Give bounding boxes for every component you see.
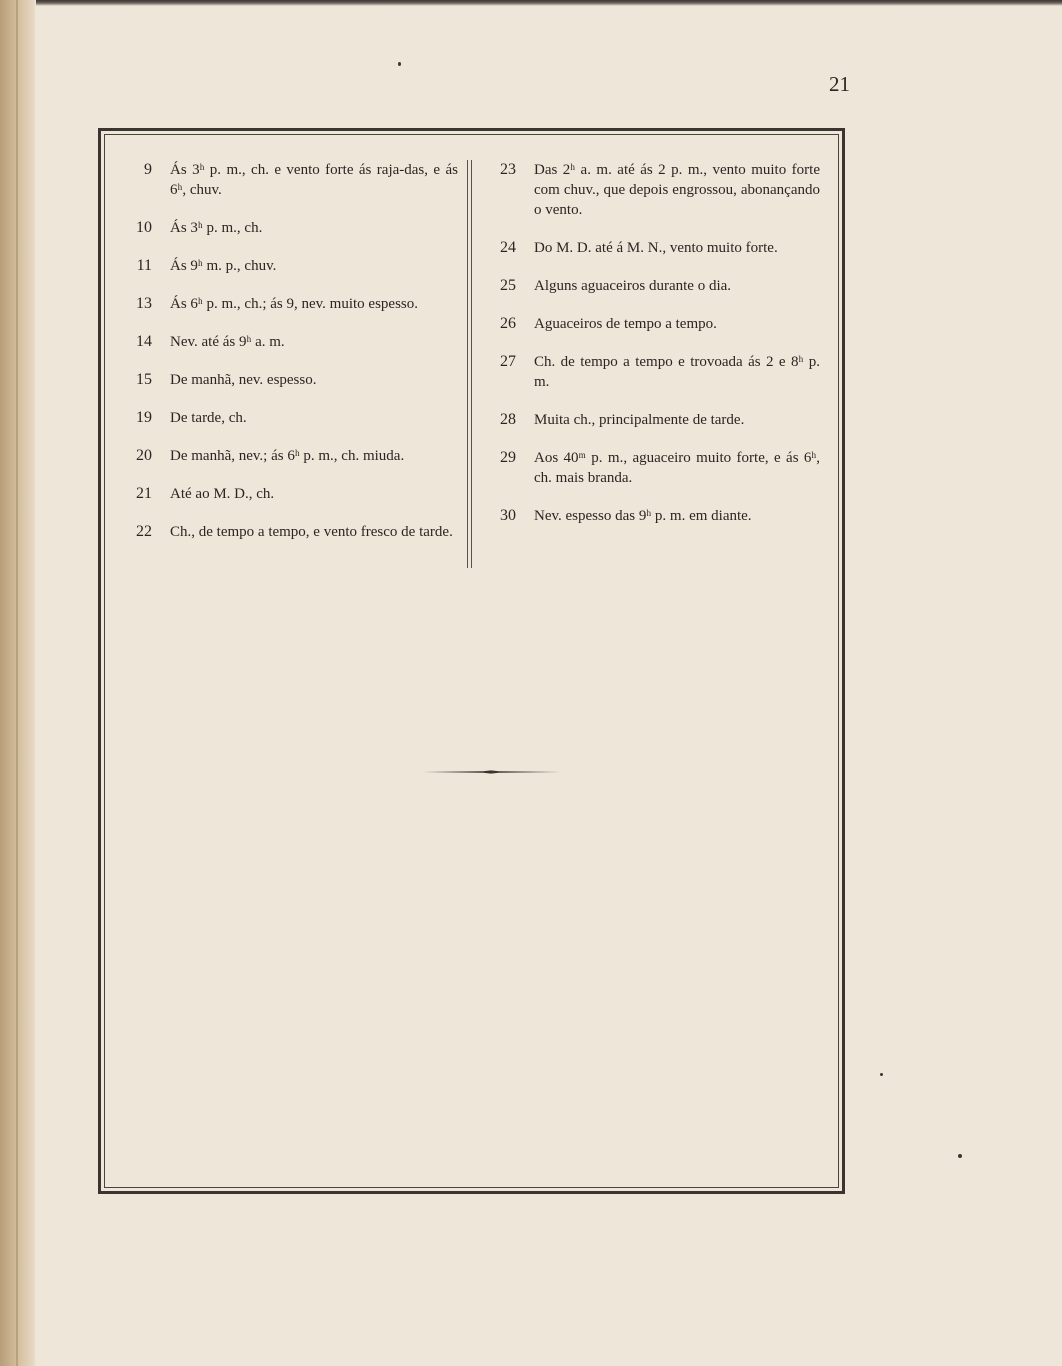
list-item — [118, 218, 458, 238]
entry-text: Aguaceiros de tempo a tempo. — [534, 316, 717, 332]
entry-text: Muita ch., principalmente de tarde. — [534, 412, 745, 428]
book-spine-edge — [0, 0, 36, 1366]
entry-text: Das 2ʰ a. m. até ás 2 p. m., vento muito forte com chuv., que depois engrossou, abonançando o vento. — [534, 162, 820, 218]
entry-day: 27 — [500, 353, 516, 370]
entry-text: Alguns aguaceiros durante o dia. — [534, 278, 732, 294]
entry-text: Nev. espesso das 9ʰ p. m. em diante. — [534, 508, 752, 524]
entry-day: 28 — [500, 411, 516, 428]
list-item — [118, 484, 458, 504]
list-item — [490, 276, 820, 296]
entry-day: 30 — [500, 507, 516, 524]
entry-day: 25 — [500, 277, 516, 294]
list-item — [118, 370, 458, 390]
list-item — [118, 256, 458, 276]
entry-day: 22 — [136, 523, 152, 540]
entry-text: Aos 40ᵐ p. m., aguaceiro muito forte, e ás 6ʰ, ch. mais branda. — [534, 450, 820, 486]
list-item — [490, 448, 820, 488]
page-number: 21 — [829, 72, 850, 96]
column-divider — [467, 160, 472, 568]
entry-text: Até ao M. D., ch. — [170, 486, 275, 502]
ink-speck — [958, 1154, 962, 1158]
entry-day: 19 — [136, 409, 152, 426]
entry-day: 26 — [500, 315, 516, 332]
entry-text: Ch. de tempo a tempo e trovoada ás 2 e 8ʰ p. m. — [534, 354, 820, 390]
right-column — [490, 160, 820, 544]
entry-text: Ás 3ʰ p. m., ch. e vento forte ás raja-das, e ás 6ʰ, chuv. — [170, 162, 458, 198]
list-item — [490, 160, 820, 220]
entry-day: 14 — [136, 333, 152, 350]
entry-text: De manhã, nev. espesso. — [170, 372, 317, 388]
list-item — [118, 294, 458, 314]
left-column — [118, 160, 458, 560]
entry-text: Ch., de tempo a tempo, e vento fresco de tarde. — [170, 524, 453, 540]
list-item — [490, 410, 820, 430]
entry-day: 21 — [136, 485, 152, 502]
list-item — [118, 408, 458, 428]
list-item — [490, 506, 820, 526]
entry-text: Ás 9ʰ m. p., chuv. — [170, 258, 277, 274]
page-top-edge — [36, 0, 1062, 6]
list-item — [490, 352, 820, 392]
list-item — [118, 446, 458, 466]
list-item — [118, 160, 458, 200]
entry-text: De tarde, ch. — [170, 410, 247, 426]
entry-day: 20 — [136, 447, 152, 464]
entry-day: 9 — [144, 161, 152, 178]
entry-text: Ás 3ʰ p. m., ch. — [170, 220, 263, 236]
list-item — [490, 314, 820, 334]
entry-day: 24 — [500, 239, 516, 256]
entry-text: De manhã, nev.; ás 6ʰ p. m., ch. miuda. — [170, 448, 405, 464]
ink-speck — [880, 1073, 883, 1076]
entry-text: Do M. D. até á M. N., vento muito forte. — [534, 240, 778, 256]
list-item — [118, 522, 458, 542]
section-end-rule — [423, 770, 560, 773]
entry-day: 10 — [136, 219, 152, 236]
spine-crease — [16, 0, 18, 1366]
ink-speck — [398, 62, 401, 66]
list-item — [490, 238, 820, 258]
entry-text: Nev. até ás 9ʰ a. m. — [170, 334, 285, 350]
entry-text: Ás 6ʰ p. m., ch.; ás 9, nev. muito espesso. — [170, 296, 418, 312]
entry-day: 29 — [500, 449, 516, 466]
entry-day: 15 — [136, 371, 152, 388]
list-item — [118, 332, 458, 352]
entry-day: 13 — [136, 295, 152, 312]
entry-day: 11 — [136, 257, 152, 274]
entry-day: 23 — [500, 161, 516, 178]
